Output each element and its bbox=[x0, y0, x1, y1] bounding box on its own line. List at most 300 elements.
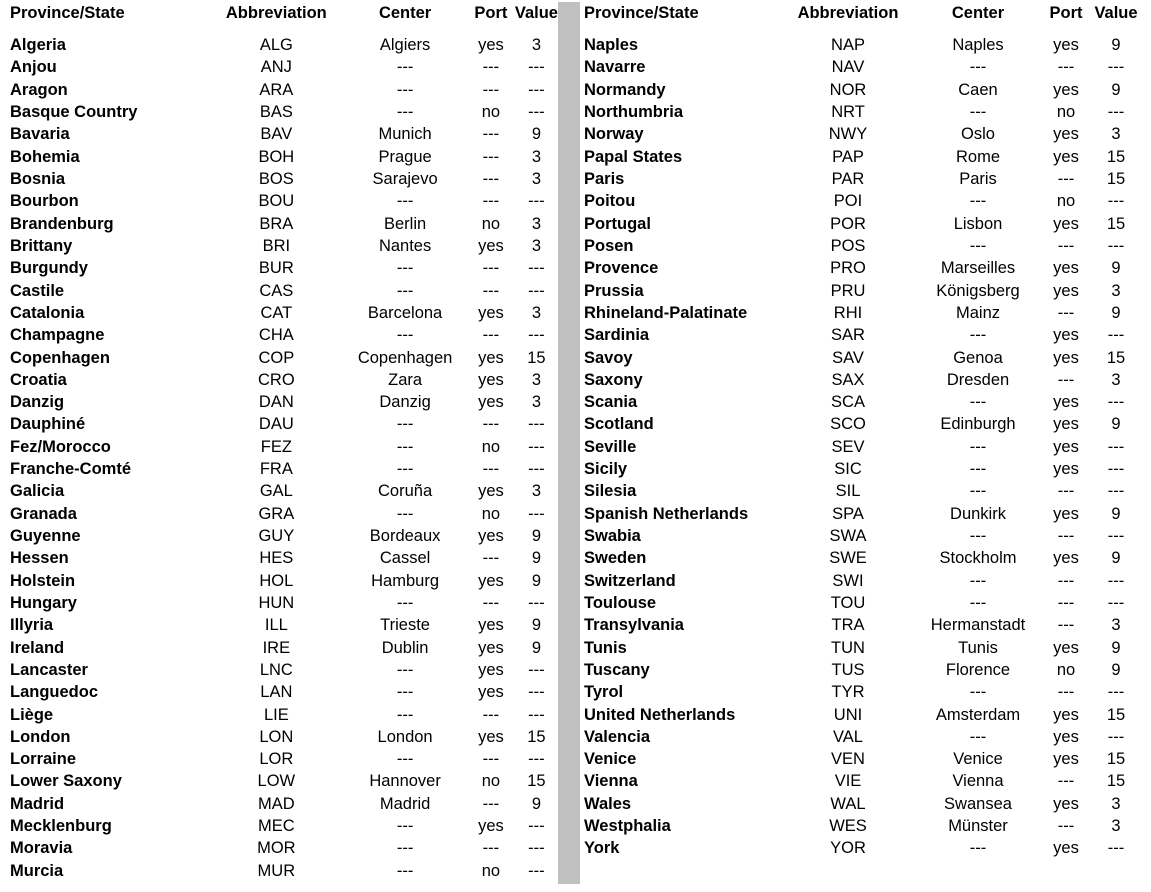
abbreviation-cell: PAR bbox=[831, 170, 865, 189]
abbreviation-cell: LNC bbox=[259, 660, 293, 679]
table-row bbox=[580, 213, 1142, 235]
center-cell: --- bbox=[969, 393, 987, 412]
table-row bbox=[0, 480, 558, 502]
abbreviation-cell: SIL bbox=[835, 482, 861, 501]
abbreviation-cell: SAX bbox=[831, 370, 865, 389]
table-row bbox=[0, 413, 558, 435]
value-cell: --- bbox=[1107, 437, 1125, 456]
center-cell: --- bbox=[969, 58, 987, 77]
center-cell: --- bbox=[396, 259, 414, 278]
value-cell: --- bbox=[528, 460, 545, 479]
center-cell: --- bbox=[396, 437, 414, 456]
abbreviation-cell: POI bbox=[833, 192, 863, 211]
province-name: Hungary bbox=[10, 593, 77, 612]
abbreviation-cell: YOR bbox=[830, 839, 866, 858]
province-name: Naples bbox=[584, 36, 639, 55]
abbreviation-cell: ILL bbox=[264, 616, 288, 635]
province-name: Castile bbox=[10, 281, 65, 300]
value-cell: 3 bbox=[1111, 616, 1121, 635]
value-cell: --- bbox=[528, 415, 545, 434]
table-row bbox=[580, 436, 1142, 458]
value-cell: 15 bbox=[1106, 147, 1126, 166]
port-cell: yes bbox=[478, 527, 504, 546]
center-cell: Trieste bbox=[380, 616, 430, 635]
table-row bbox=[580, 79, 1142, 101]
province-name: Champagne bbox=[10, 326, 105, 345]
port-cell: --- bbox=[1057, 593, 1075, 612]
value-cell: --- bbox=[1107, 393, 1125, 412]
table-row bbox=[580, 123, 1142, 145]
header-port: Port bbox=[474, 4, 508, 22]
center-cell: Genoa bbox=[953, 348, 1003, 367]
table-row bbox=[0, 525, 558, 547]
center-cell: Venice bbox=[953, 750, 1003, 769]
value-cell: 9 bbox=[1111, 80, 1121, 99]
table-row bbox=[580, 56, 1142, 78]
center-cell: --- bbox=[396, 750, 414, 769]
abbreviation-cell: DAN bbox=[258, 393, 294, 412]
center-cell: Caen bbox=[958, 80, 998, 99]
center-cell: --- bbox=[396, 415, 414, 434]
abbreviation-cell: BRA bbox=[259, 214, 294, 233]
abbreviation-cell: ARA bbox=[259, 80, 294, 99]
abbreviation-cell: GUY bbox=[258, 527, 295, 546]
table-row bbox=[0, 770, 558, 792]
abbreviation-cell: MEC bbox=[257, 817, 295, 836]
abbreviation-cell: HES bbox=[259, 549, 294, 568]
table-row bbox=[580, 503, 1142, 525]
table-row bbox=[580, 168, 1142, 190]
table-row bbox=[0, 123, 558, 145]
table-row bbox=[580, 815, 1142, 837]
center-cell: --- bbox=[396, 192, 414, 211]
port-cell: no bbox=[481, 214, 501, 233]
value-cell: --- bbox=[1107, 326, 1125, 345]
port-cell: yes bbox=[478, 370, 504, 389]
value-cell: 9 bbox=[1111, 504, 1121, 523]
province-name: Swabia bbox=[584, 527, 641, 546]
value-cell: --- bbox=[1107, 727, 1125, 746]
port-cell: --- bbox=[482, 58, 500, 77]
province-name: Anjou bbox=[10, 58, 57, 77]
value-cell: --- bbox=[1107, 192, 1125, 211]
center-cell: --- bbox=[396, 58, 414, 77]
value-cell: 3 bbox=[531, 214, 542, 233]
port-cell: yes bbox=[1053, 794, 1079, 813]
province-name: Copenhagen bbox=[10, 348, 110, 367]
value-cell: 3 bbox=[531, 482, 542, 501]
abbreviation-cell: COP bbox=[258, 348, 295, 367]
table-row bbox=[0, 681, 558, 703]
abbreviation-cell: TUN bbox=[831, 638, 865, 657]
value-cell: 15 bbox=[1106, 170, 1126, 189]
center-cell: --- bbox=[969, 683, 987, 702]
abbreviation-cell: NWY bbox=[828, 125, 868, 144]
province-name: Tuscany bbox=[584, 660, 650, 679]
center-cell: Marseilles bbox=[940, 259, 1016, 278]
province-name: Tunis bbox=[584, 638, 627, 657]
port-cell: --- bbox=[1057, 683, 1075, 702]
abbreviation-cell: MUR bbox=[257, 861, 296, 880]
port-cell: --- bbox=[482, 549, 500, 568]
value-cell: 3 bbox=[1111, 794, 1121, 813]
province-name: York bbox=[584, 839, 620, 858]
center-cell: --- bbox=[969, 437, 987, 456]
table-row bbox=[0, 369, 558, 391]
value-cell: 3 bbox=[531, 303, 542, 322]
table-row bbox=[580, 391, 1142, 413]
port-cell: --- bbox=[482, 259, 500, 278]
value-cell: 9 bbox=[1111, 549, 1121, 568]
center-cell: Dublin bbox=[381, 638, 429, 657]
table-row bbox=[580, 748, 1142, 770]
province-name: Transylvania bbox=[584, 616, 684, 635]
value-cell: --- bbox=[528, 281, 545, 300]
center-cell: --- bbox=[969, 192, 987, 211]
port-cell: no bbox=[481, 504, 501, 523]
abbreviation-cell: GAL bbox=[259, 482, 293, 501]
port-cell: yes bbox=[1053, 281, 1079, 300]
center-cell: --- bbox=[396, 326, 414, 345]
value-cell: --- bbox=[528, 103, 545, 122]
center-cell: Coruña bbox=[378, 482, 433, 501]
value-cell: 9 bbox=[531, 571, 542, 590]
port-cell: --- bbox=[1057, 170, 1075, 189]
center-cell: Mainz bbox=[955, 303, 1000, 322]
center-cell: --- bbox=[396, 281, 414, 300]
province-name: Paris bbox=[584, 170, 625, 189]
value-cell: 9 bbox=[1111, 303, 1121, 322]
center-cell: Danzig bbox=[379, 393, 431, 412]
province-name: Brittany bbox=[10, 236, 73, 255]
abbreviation-cell: HUN bbox=[258, 593, 295, 612]
table-row bbox=[580, 547, 1142, 569]
table-row bbox=[580, 793, 1142, 815]
center-cell: Prague bbox=[378, 147, 432, 166]
right-table-body bbox=[580, 34, 1142, 860]
center-cell: Hamburg bbox=[371, 571, 440, 590]
value-cell: 3 bbox=[531, 393, 542, 412]
value-cell: --- bbox=[528, 58, 545, 77]
table-row bbox=[0, 703, 558, 725]
value-cell: 9 bbox=[1111, 660, 1121, 679]
province-name: Aragon bbox=[10, 80, 68, 99]
province-name: Valencia bbox=[584, 727, 651, 746]
port-cell: no bbox=[481, 861, 501, 880]
port-cell: --- bbox=[482, 794, 500, 813]
province-name: Granada bbox=[10, 504, 77, 523]
center-cell: Stockholm bbox=[939, 549, 1017, 568]
province-name: Dauphiné bbox=[10, 415, 86, 434]
table-row bbox=[580, 279, 1142, 301]
province-name: Brandenburg bbox=[10, 214, 114, 233]
table-row bbox=[580, 34, 1142, 56]
port-cell: yes bbox=[478, 727, 504, 746]
province-name: Navarre bbox=[584, 58, 646, 77]
port-cell: yes bbox=[1053, 705, 1079, 724]
table-row bbox=[580, 101, 1142, 123]
port-cell: yes bbox=[478, 482, 504, 501]
port-cell: --- bbox=[482, 460, 500, 479]
province-name: Seville bbox=[584, 437, 637, 456]
province-name: Sicily bbox=[584, 460, 628, 479]
value-cell: 9 bbox=[531, 638, 542, 657]
abbreviation-cell: RHI bbox=[833, 303, 863, 322]
table-row bbox=[580, 480, 1142, 502]
table-row bbox=[0, 636, 558, 658]
abbreviation-cell: SCA bbox=[831, 393, 865, 412]
abbreviation-cell: CRO bbox=[257, 370, 295, 389]
province-name: Switzerland bbox=[584, 571, 676, 590]
table-row bbox=[0, 213, 558, 235]
value-cell: 9 bbox=[1111, 36, 1121, 55]
port-cell: yes bbox=[1053, 393, 1079, 412]
province-name: Westphalia bbox=[584, 817, 671, 836]
province-name: Catalonia bbox=[10, 303, 85, 322]
value-cell: 3 bbox=[1111, 125, 1121, 144]
table-row bbox=[580, 770, 1142, 792]
center-cell: Hermanstadt bbox=[930, 616, 1026, 635]
table-row bbox=[0, 79, 558, 101]
port-cell: yes bbox=[478, 683, 504, 702]
left-table-section bbox=[0, 0, 558, 882]
table-row bbox=[580, 592, 1142, 614]
center-cell: Königsberg bbox=[936, 281, 1020, 300]
abbreviation-cell: IRE bbox=[262, 638, 291, 657]
port-cell: --- bbox=[482, 170, 500, 189]
province-name: Venice bbox=[584, 750, 637, 769]
port-cell: no bbox=[1056, 660, 1076, 679]
center-cell: Dresden bbox=[946, 370, 1010, 389]
center-cell: --- bbox=[969, 727, 987, 746]
province-name: Portugal bbox=[584, 214, 651, 233]
abbreviation-cell: PRO bbox=[830, 259, 866, 278]
abbreviation-cell: SAR bbox=[831, 326, 865, 345]
center-cell: --- bbox=[396, 861, 414, 880]
table-row bbox=[0, 793, 558, 815]
province-name: Tyrol bbox=[584, 683, 624, 702]
value-cell: 15 bbox=[1106, 772, 1126, 791]
abbreviation-cell: CAS bbox=[259, 281, 294, 300]
value-cell: --- bbox=[528, 705, 545, 724]
center-cell: Tunis bbox=[958, 638, 998, 657]
abbreviation-cell: CAT bbox=[260, 303, 293, 322]
table-row bbox=[580, 369, 1142, 391]
province-name: Sardinia bbox=[584, 326, 650, 345]
table-row bbox=[580, 413, 1142, 435]
center-cell: --- bbox=[396, 460, 414, 479]
port-cell: yes bbox=[478, 817, 504, 836]
table-row bbox=[580, 525, 1142, 547]
province-name: Sweden bbox=[584, 549, 647, 568]
table-row bbox=[580, 190, 1142, 212]
port-cell: yes bbox=[478, 571, 504, 590]
abbreviation-cell: VIE bbox=[834, 772, 862, 791]
abbreviation-cell: SAV bbox=[832, 348, 864, 367]
header-spacer bbox=[0, 26, 558, 34]
table-row bbox=[580, 614, 1142, 636]
province-name: Scotland bbox=[584, 415, 654, 434]
center-cell: Oslo bbox=[961, 125, 995, 144]
value-cell: --- bbox=[528, 750, 545, 769]
value-cell: 9 bbox=[1111, 259, 1121, 278]
table-row bbox=[0, 860, 558, 882]
province-name: Algeria bbox=[10, 36, 66, 55]
port-cell: --- bbox=[482, 839, 500, 858]
abbreviation-cell: SCO bbox=[830, 415, 866, 434]
center-cell: Bordeaux bbox=[369, 527, 441, 546]
table-row bbox=[0, 257, 558, 279]
center-cell: --- bbox=[396, 660, 414, 679]
value-cell: --- bbox=[1107, 571, 1125, 590]
header-abbreviation: Abbreviation bbox=[797, 4, 899, 22]
value-cell: --- bbox=[528, 437, 545, 456]
province-name: Ireland bbox=[10, 638, 65, 657]
abbreviation-cell: WES bbox=[829, 817, 867, 836]
header-spacer bbox=[580, 26, 1142, 34]
value-cell: 3 bbox=[531, 147, 542, 166]
table-row bbox=[0, 659, 558, 681]
abbreviation-cell: BUR bbox=[258, 259, 294, 278]
value-cell: --- bbox=[528, 593, 545, 612]
port-cell: yes bbox=[1053, 839, 1079, 858]
abbreviation-cell: LON bbox=[259, 727, 294, 746]
port-cell: yes bbox=[478, 393, 504, 412]
abbreviation-cell: BOS bbox=[258, 170, 294, 189]
table-row bbox=[580, 302, 1142, 324]
port-cell: yes bbox=[1053, 437, 1079, 456]
header-value: Value bbox=[1094, 4, 1138, 22]
value-cell: --- bbox=[528, 839, 545, 858]
abbreviation-cell: LIE bbox=[263, 705, 289, 724]
province-name: Spanish Netherlands bbox=[584, 504, 749, 523]
value-cell: 9 bbox=[531, 616, 542, 635]
table-row bbox=[0, 391, 558, 413]
value-cell: --- bbox=[1107, 103, 1125, 122]
port-cell: yes bbox=[1053, 326, 1079, 345]
province-name: Murcia bbox=[10, 861, 64, 880]
port-cell: yes bbox=[1053, 348, 1079, 367]
value-cell: --- bbox=[1107, 527, 1125, 546]
abbreviation-cell: MAD bbox=[257, 794, 295, 813]
province-name: Lower Saxony bbox=[10, 772, 122, 791]
table-row bbox=[0, 324, 558, 346]
value-cell: 15 bbox=[1106, 348, 1126, 367]
abbreviation-cell: PRU bbox=[830, 281, 866, 300]
port-cell: yes bbox=[478, 303, 504, 322]
center-cell: Lisbon bbox=[953, 214, 1003, 233]
province-name: Languedoc bbox=[10, 683, 99, 702]
table-row bbox=[0, 614, 558, 636]
province-name: United Netherlands bbox=[584, 705, 736, 724]
value-cell: --- bbox=[528, 861, 545, 880]
port-cell: yes bbox=[1053, 638, 1079, 657]
value-cell: 15 bbox=[527, 348, 546, 367]
abbreviation-cell: BRI bbox=[262, 236, 291, 255]
header-province: Province/State bbox=[10, 4, 125, 22]
table-row bbox=[0, 570, 558, 592]
center-cell: London bbox=[377, 727, 433, 746]
port-cell: --- bbox=[1057, 303, 1075, 322]
port-cell: --- bbox=[482, 125, 500, 144]
province-name: Northumbria bbox=[584, 103, 683, 122]
abbreviation-cell: SWI bbox=[832, 571, 864, 590]
table-row bbox=[0, 168, 558, 190]
left-header-row bbox=[0, 0, 558, 26]
port-cell: --- bbox=[1057, 370, 1075, 389]
value-cell: --- bbox=[1107, 482, 1125, 501]
port-cell: yes bbox=[1053, 259, 1079, 278]
table-row bbox=[0, 146, 558, 168]
value-cell: --- bbox=[1107, 460, 1125, 479]
abbreviation-cell: TOU bbox=[830, 593, 866, 612]
value-cell: --- bbox=[528, 192, 545, 211]
abbreviation-cell: TYR bbox=[831, 683, 865, 702]
header-center: Center bbox=[378, 4, 432, 22]
center-cell: Florence bbox=[945, 660, 1011, 679]
port-cell: yes bbox=[1053, 460, 1079, 479]
port-cell: --- bbox=[1057, 527, 1075, 546]
port-cell: yes bbox=[1053, 750, 1079, 769]
center-cell: Naples bbox=[952, 36, 1004, 55]
province-name: Bourbon bbox=[10, 192, 79, 211]
abbreviation-cell: NRT bbox=[831, 103, 865, 122]
center-cell: --- bbox=[396, 103, 414, 122]
value-cell: 9 bbox=[531, 794, 542, 813]
value-cell: 3 bbox=[1111, 281, 1121, 300]
abbreviation-cell: SWE bbox=[829, 549, 867, 568]
abbreviation-cell: PAP bbox=[832, 147, 864, 166]
header-value: Value bbox=[514, 4, 558, 22]
center-cell: --- bbox=[396, 80, 414, 99]
table-row bbox=[0, 34, 558, 56]
province-name: Mecklenburg bbox=[10, 817, 112, 836]
header-abbreviation: Abbreviation bbox=[225, 4, 327, 22]
center-cell: --- bbox=[969, 103, 987, 122]
port-cell: yes bbox=[1053, 727, 1079, 746]
table-row bbox=[580, 257, 1142, 279]
right-header-row bbox=[580, 0, 1142, 26]
center-cell: Edinburgh bbox=[940, 415, 1016, 434]
center-cell: --- bbox=[396, 839, 414, 858]
center-cell: --- bbox=[969, 527, 987, 546]
abbreviation-cell: ALG bbox=[259, 36, 293, 55]
value-cell: --- bbox=[1107, 593, 1125, 612]
province-name: Silesia bbox=[584, 482, 637, 501]
province-name: Illyria bbox=[10, 616, 54, 635]
port-cell: --- bbox=[1057, 772, 1075, 791]
table-row bbox=[580, 324, 1142, 346]
table-row bbox=[580, 146, 1142, 168]
abbreviation-cell: FRA bbox=[259, 460, 293, 479]
table-row bbox=[580, 458, 1142, 480]
center-cell: Amsterdam bbox=[935, 705, 1021, 724]
center-cell: --- bbox=[396, 504, 414, 523]
abbreviation-cell: SPA bbox=[832, 504, 864, 523]
abbreviation-cell: SEV bbox=[831, 437, 865, 456]
table-row bbox=[0, 726, 558, 748]
value-cell: --- bbox=[528, 504, 545, 523]
abbreviation-cell: GRA bbox=[258, 504, 295, 523]
value-cell: 15 bbox=[527, 772, 546, 791]
province-name: Basque Country bbox=[10, 103, 138, 122]
province-name: Wales bbox=[584, 794, 632, 813]
table-row bbox=[0, 837, 558, 859]
province-name: Norway bbox=[584, 125, 644, 144]
table-row bbox=[0, 503, 558, 525]
center-cell: --- bbox=[969, 326, 987, 345]
table-row bbox=[0, 279, 558, 301]
